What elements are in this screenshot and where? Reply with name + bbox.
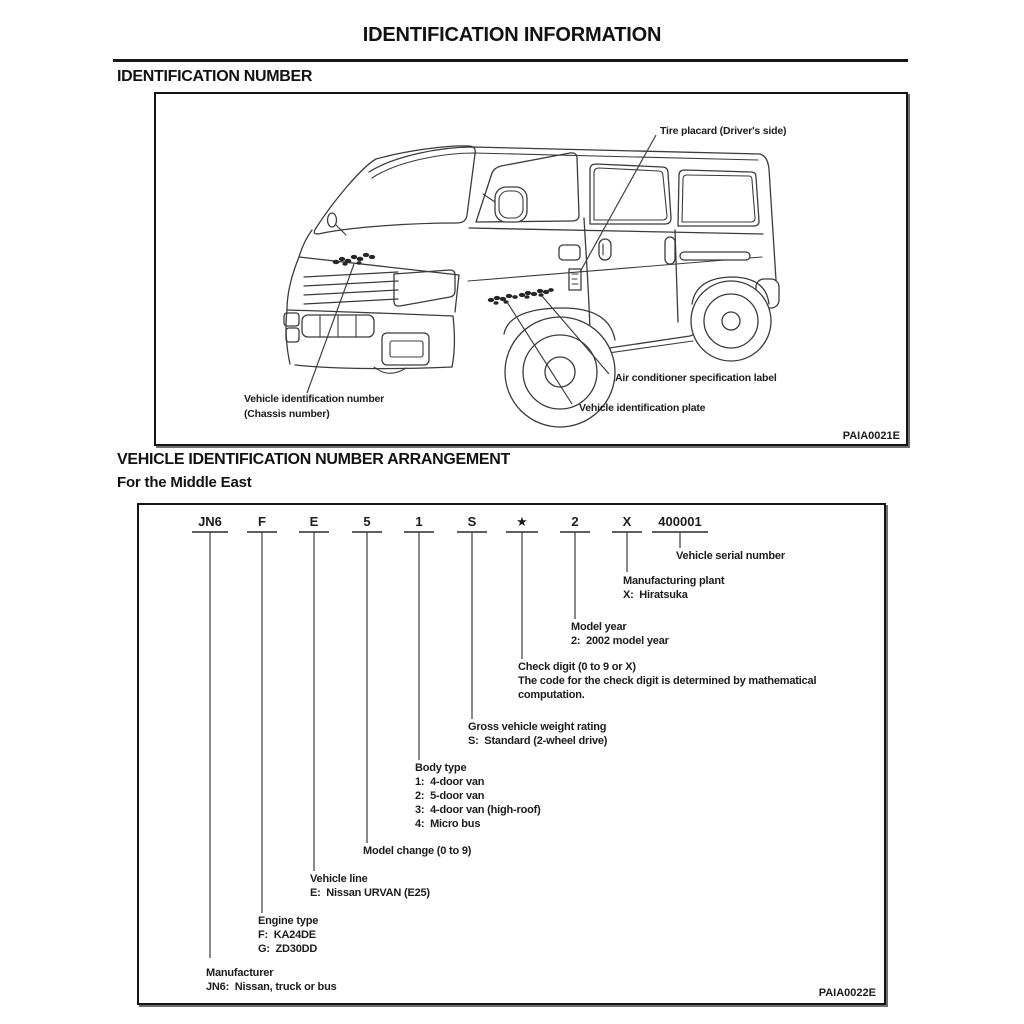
vin-char-serial: 400001 bbox=[658, 514, 702, 529]
section-vin-arrangement: VEHICLE IDENTIFICATION NUMBER ARRANGEMENT bbox=[117, 451, 511, 468]
side-mirror-right bbox=[483, 187, 527, 222]
windshield bbox=[314, 146, 475, 234]
headlight bbox=[394, 270, 455, 306]
vin-diagram bbox=[139, 505, 880, 999]
vin-char-model-year: 2 bbox=[571, 514, 579, 529]
label-body-type-2: 2: 5-door van bbox=[415, 790, 485, 802]
page-title: IDENTIFICATION INFORMATION bbox=[362, 24, 662, 46]
label-gvw-value: S: Standard (2-wheel drive) bbox=[468, 735, 608, 747]
vin-char-body-type: 1 bbox=[415, 514, 423, 529]
leader-vin-number bbox=[307, 264, 354, 393]
label-manufacturer-value: JN6: Nissan, truck or bus bbox=[206, 981, 337, 993]
vin-stamp-plate bbox=[488, 294, 518, 305]
callout-ac-label: Air conditioner specification label bbox=[615, 372, 777, 384]
callout-vin-number-line2: (Chassis number) bbox=[244, 408, 330, 420]
label-engine-title: Engine type bbox=[258, 915, 319, 927]
label-check-digit-title: Check digit (0 to 9 or X) bbox=[518, 661, 636, 673]
label-model-year-value: 2: 2002 model year bbox=[571, 635, 669, 647]
vin-char-engine: F bbox=[258, 514, 266, 529]
vin-drop-lines bbox=[210, 532, 680, 958]
van-illustration bbox=[156, 94, 902, 440]
vin-char-gvw: S bbox=[467, 514, 477, 529]
rear-wheel bbox=[691, 277, 771, 361]
callout-vin-plate: Vehicle identification plate bbox=[579, 402, 706, 414]
label-vehicle-line-value: E: Nissan URVAN (E25) bbox=[310, 887, 430, 899]
label-body-type-title: Body type bbox=[415, 762, 467, 774]
grille bbox=[304, 272, 398, 304]
label-body-type-1: 1: 4-door van bbox=[415, 776, 485, 788]
ac-spec-label-mark bbox=[519, 288, 554, 299]
vin-char-vehicle-line: E bbox=[309, 514, 319, 529]
vin-stamp-hood bbox=[333, 253, 376, 266]
vin-char-model-change: 5 bbox=[363, 514, 371, 529]
figure-vin-arrangement bbox=[137, 503, 886, 1005]
side-trim-strip bbox=[680, 252, 750, 260]
label-body-type-3: 3: 4-door van (high-roof) bbox=[415, 804, 541, 816]
figure2-ref-code: PAIA0022E bbox=[818, 987, 876, 999]
door-handle bbox=[559, 245, 580, 260]
label-check-digit-desc2: computation. bbox=[518, 689, 585, 701]
vin-char-check-digit: ★ bbox=[516, 514, 528, 529]
sliding-door-handle bbox=[599, 239, 611, 260]
label-engine-g: G: ZD30DD bbox=[258, 943, 318, 955]
label-body-type-4: 4: Micro bus bbox=[415, 818, 481, 830]
rear-quarter-window bbox=[678, 170, 759, 226]
figure-vehicle-overview bbox=[154, 92, 908, 446]
title-rule bbox=[113, 59, 908, 62]
label-check-digit-desc1: The code for the check digit is determined by mathematical bbox=[518, 675, 817, 687]
label-plant-value: X: Hiratsuka bbox=[623, 589, 688, 601]
label-engine-f: F: KA24DE bbox=[258, 929, 316, 941]
vin-char-plant: X bbox=[622, 514, 632, 529]
label-gvw-title: Gross vehicle weight rating bbox=[468, 721, 607, 733]
label-vehicle-line-title: Vehicle line bbox=[310, 873, 368, 885]
label-manufacturer-title: Manufacturer bbox=[206, 967, 274, 979]
label-serial: Vehicle serial number bbox=[676, 550, 785, 562]
callout-vin-number-line1: Vehicle identification number bbox=[244, 393, 385, 405]
figure1-ref-code: PAIA0021E bbox=[842, 430, 900, 440]
sliding-door-window bbox=[590, 164, 671, 224]
label-plant-title: Manufacturing plant bbox=[623, 575, 725, 587]
label-model-change: Model change (0 to 9) bbox=[363, 845, 472, 857]
section-identification-number: IDENTIFICATION NUMBER bbox=[117, 68, 313, 85]
callout-tire-placard: Tire placard (Driver's side) bbox=[660, 125, 787, 137]
fuel-lid bbox=[665, 237, 675, 264]
vin-char-manufacturer: JN6 bbox=[198, 514, 222, 529]
section-region: For the Middle East bbox=[117, 474, 252, 491]
label-model-year-title: Model year bbox=[571, 621, 627, 633]
